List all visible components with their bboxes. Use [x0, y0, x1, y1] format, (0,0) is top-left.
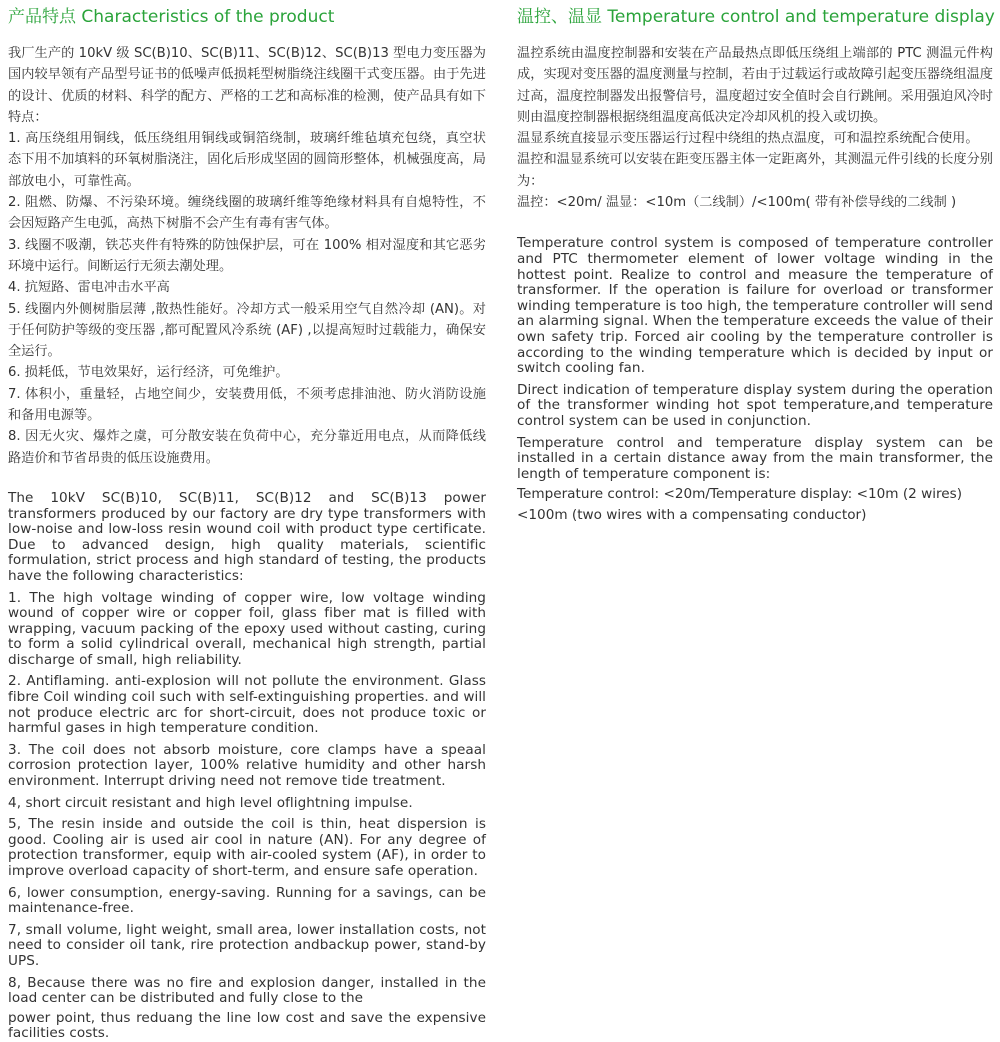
zh-feature-5: 5. 线圈内外侧树脂层薄 ,散热性能好。冷却方式一般采用空气自然冷却 (AN)。对于任何防护等级的变压器 ,都可配置风冷系统 (AF) ,以提高短时过载能力，确保安全运行。 [8, 301, 486, 360]
zh-feature-7: 7. 体积小，重量轻，占地空间少，安装费用低，不须考虑排油池、防火消防设施和备用电源等。 [8, 386, 486, 424]
zh-lead-length-line: 温控：<20m/ 温显：<10m（二线制）/<100m( 带有补偿导线的二线制 ) [517, 195, 957, 211]
en-temp-display-paragraph: Direct indication of temperature display system during the operation of the transformer winding hot spot temperature,and temperature control system can be used in conjunction. [517, 381, 993, 429]
zh-temp-control-paragraph: 温控系统由温度控制器和安装在产品最热点即低压绕组上端部的 PTC 测温元件构成，实现对变压器的温度测量与控制，若由于过载运行或故障引起变压器绕组温度过高，温度控制器发出报警信号，温度超过安全值时会自行跳闸。采用强迫风冷时则由温度控制器根据绕组温度高低决定冷却风机的投入或切换。 [517, 46, 993, 125]
en-feature-4: 4, short circuit resistant and high level oflightning impulse. [8, 794, 413, 811]
zh-feature-8: 8. 因无火灾、爆炸之虞，可分散安装在负荷中心，充分靠近用电点，从而降低线路造价和节省昂贵的低压设施费用。 [8, 429, 486, 466]
en-lead-length-line-1: Temperature control: <20m/Temperature display: <10m (2 wires) [517, 486, 963, 503]
zh-installation-paragraph: 温控和温显系统可以安装在距变压器主体一定距离外，其测温元件引线的长度分别为： [517, 152, 993, 189]
en-temp-control-paragraph: Temperature control system is composed of temperature controller and PTC thermometer element of lower voltage winding in the hottest point. Realize to control and measure the temperature of transformer. If the operation is failure for overload or transformer winding temperature is too high, the temperature controller will send an alarming signal. When the temperature exceeds the value of their own safety trip. Forced air cooling by the temperature controller is according to the winding temperature which is decided by input or switch cooling fan. [517, 235, 993, 377]
zh-temp-display-paragraph: 温显系统直接显示变压器运行过程中绕组的热点温度，可和温控系统配合使用。 [517, 131, 979, 147]
section-title-temperature: 温控、温显 Temperature control and temperature display [517, 7, 995, 27]
left-column [8, 0, 486, 1042]
english-temperature-block [517, 236, 993, 526]
section-title-characteristics: 产品特点 Characteristics of the product [8, 7, 335, 27]
english-characteristics-block [8, 491, 486, 1042]
zh-feature-4: 4. 抗短路、雷电冲击水平高 [8, 280, 170, 296]
en-installation-paragraph: Temperature control and temperature display system can be installed in a certain distance away from the main transformer, the length of temperature component is: [517, 434, 993, 482]
en-feature-7: 7, small volume, light weight, small area, lower installation costs, not need to consider oil tank, rire protection andbackup power, stand-by UPS. [8, 921, 486, 969]
zh-feature-2: 2. 阻燃、防爆、不污染环境。缠绕线圈的玻璃纤维等绝缘材料具有自熄特性，不会因短路产生电弧，高热下树脂不会产生有毒有害气体。 [8, 195, 486, 232]
chinese-temperature-block [517, 43, 993, 213]
zh-feature-6: 6. 损耗低，节电效果好，运行经济，可免维护。 [8, 365, 289, 381]
en-feature-8-continued: power point, thus reduang the line low cost and save the expensive facilities costs. [8, 1009, 486, 1042]
en-feature-1: 1. The high voltage winding of copper wire, low voltage winding wound of copper wire or copper foil, glass fiber mat is filled with wrapping, vacuum packing of the epoxy used without casting, curing to form a solid cylindrical overall, mechanical high strength, partial discharge of small, high reliability. [8, 589, 486, 668]
en-feature-3: 3. The coil does not absorb moisture, core clamps have a speaal corrosion protection layer, 100% relative humidity and other harsh environment. Interrupt driving need not remove tide treatment. [8, 741, 486, 790]
en-intro-paragraph: The 10kV SC(B)10, SC(B)11, SC(B)12 and SC(B)13 power transformers produced by our factory are dry type transformers with low-noise and low-loss resin wound coil with product type certificate. Due to advanced design, high quality materials, scientific formulation, strict process and high standard of testing, the products have the following characteristics: [8, 489, 486, 584]
en-feature-8: 8, Because there was no fire and explosion danger, installed in the load center can be distributed and fully close to the [8, 974, 486, 1007]
zh-feature-3: 3. 线圈不吸潮，铁芯夹件有特殊的防蚀保护层，可在 100% 相对湿度和其它恶劣环境中运行。间断运行无须去潮处理。 [8, 237, 486, 274]
zh-feature-1: 1. 高压绕组用铜线，低压绕组用铜线或铜箔绕制，玻璃纤维毡填充包绕，真空状态下用不加填料的环氧树脂浇注，固化后形成坚固的圆筒形整体，机械强度高，局部放电小，可靠性高。 [8, 131, 486, 189]
en-lead-length-line-2: <100m (two wires with a compensating conductor) [517, 507, 867, 524]
chinese-characteristics-block [8, 43, 486, 469]
en-feature-2: 2. Antiflaming. anti-explosion will not pollute the environment. Glass fibre Coil winding coil such with self-extinguishing properties. and will not produce electric arc for short-circuit, does not produce toxic or harmful gases in high temperature condition. [8, 673, 486, 737]
en-feature-5: 5, The resin inside and outside the coil is thin, heat dispersion is good. Cooling air is used air cool in nature (AN). For any degree of protection transformer, equip with air-cooled system (AF), in order to improve overload capacity of short-term, and ensure safe operation. [8, 816, 486, 879]
zh-intro-paragraph: 我厂生产的 10kV 级 SC(B)10、SC(B)11、SC(B)12、SC(B)13 型电力变压器为国内较早领有产品型号证书的低噪声低损耗型树脂绕注线圈干式变压器。由于先进的设计、优质的材料、科学的配方、严格的工艺和高标准的检测，使产品具有如下特点： [8, 46, 486, 125]
en-feature-6: 6, lower consumption, energy-saving. Running for a savings, can be maintenance-free. [8, 884, 486, 917]
right-column [517, 0, 993, 526]
